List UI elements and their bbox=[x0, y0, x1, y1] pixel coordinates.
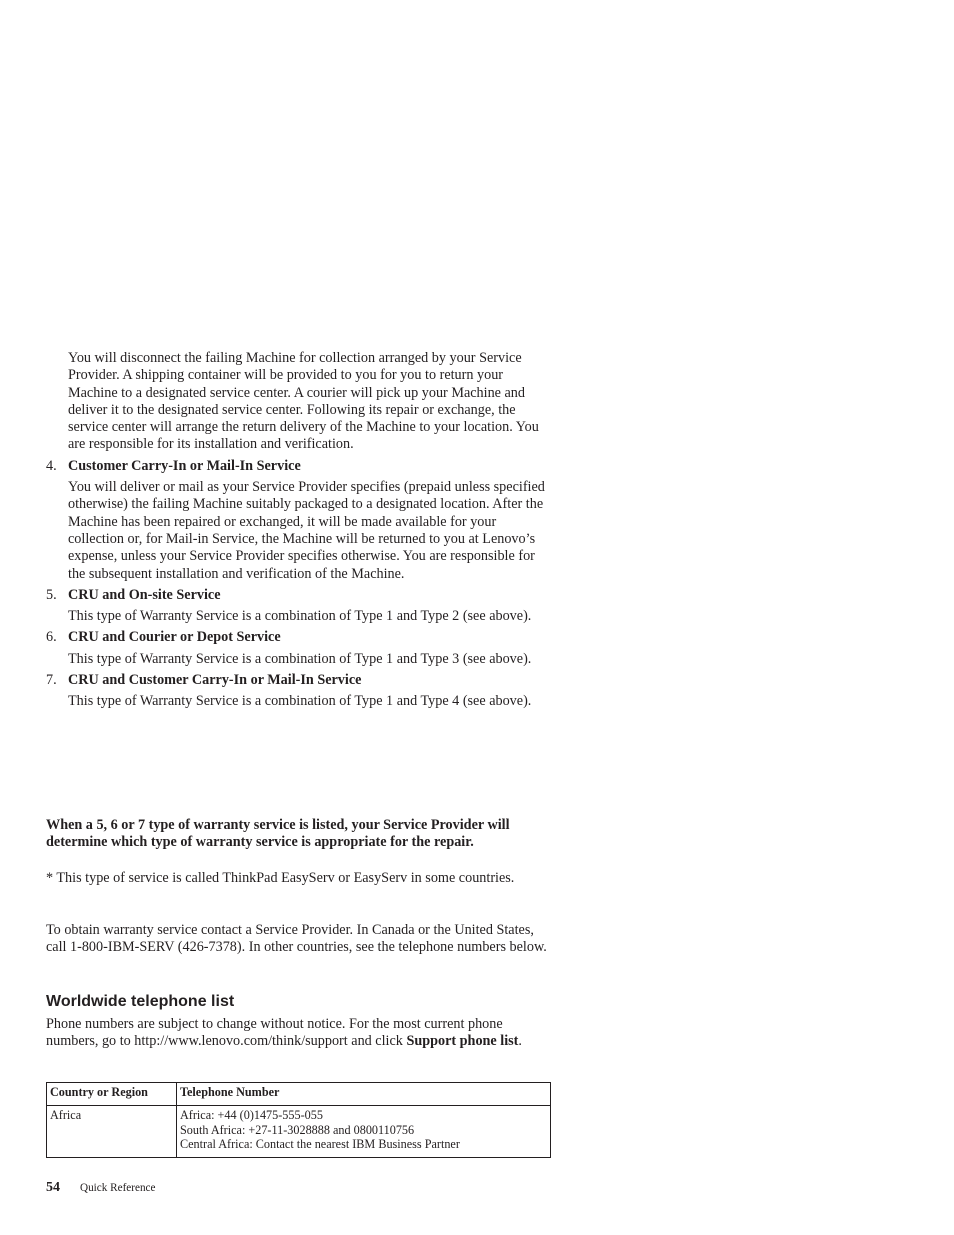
item-title: CRU and Courier or Depot Service bbox=[68, 629, 281, 646]
phone-line: Africa: +44 (0)1475-555-055 bbox=[180, 1107, 323, 1122]
item-body: This type of Warranty Service is a combination of Type 1 and Type 3 (see above). bbox=[68, 650, 532, 667]
list-item-7 bbox=[46, 672, 552, 711]
region-cell: Africa bbox=[47, 1105, 177, 1157]
item-title: CRU and Customer Carry-In or Mail-In Service bbox=[68, 672, 362, 689]
table-header-row bbox=[47, 1083, 551, 1106]
phone-line: South Africa: +27-11-3028888 and 0800110756 bbox=[180, 1122, 415, 1137]
table-row bbox=[47, 1105, 551, 1157]
section-heading: Worldwide telephone list bbox=[46, 993, 235, 1010]
bold-note: When a 5, 6 or 7 type of warranty service is listed, your Service Provider will determine which type of warranty service is appropriate for the repair. bbox=[46, 817, 510, 851]
header-country: Country or Region bbox=[47, 1083, 177, 1106]
list-item-4 bbox=[46, 458, 552, 583]
item-body: You will deliver or mail as your Service Provider specifies (prepaid unless specified otherwise) the failing Machine suitably packaged to a designated location. After the Machine has been repaired or exchanged, it will be made available for your collection or, for Mail-in Service, the Machine will be returned to you at Lenovo’s expense, unless your Service Provider specifies otherwise. You are responsible for the subsequent installation and verification of the Machine. bbox=[68, 479, 545, 582]
telephone-table bbox=[46, 1082, 551, 1158]
intro-paragraph: You will disconnect the failing Machine for collection arranged by your Service Provider. A shipping container will be provided to you for you to return your Machine to a designated service center. A courier will pick up your Machine and deliver it to the designated service center. Following its repair or exchange, the service center will arrange the return delivery of the Machine to your location. You are responsible for its installation and verification. bbox=[68, 350, 539, 453]
item-number: 7. bbox=[46, 672, 57, 689]
item-body: This type of Warranty Service is a combination of Type 1 and Type 4 (see above). bbox=[68, 693, 532, 710]
contact-paragraph: To obtain warranty service contact a Service Provider. In Canada or the United States, call 1-800-IBM-SERV (426-7378). In other countries, see the telephone numbers below. bbox=[46, 922, 547, 956]
phone-intro-text: Phone numbers are subject to change without notice. For the most current phone numbers, go to http://www.lenovo.com/think/support and click bbox=[46, 1016, 503, 1050]
footer-title: Quick Reference bbox=[80, 1182, 156, 1194]
header-telephone: Telephone Number bbox=[177, 1083, 551, 1106]
page-footer bbox=[46, 1179, 155, 1197]
warranty-service-list bbox=[46, 350, 552, 711]
phone-intro-end: . bbox=[518, 1033, 522, 1050]
footnote: * This type of service is called ThinkPad EasyServ or EasyServ in some countries. bbox=[46, 870, 515, 886]
item-number: 4. bbox=[46, 457, 57, 474]
item-title: Customer Carry-In or Mail-In Service bbox=[68, 457, 301, 474]
item-body: This type of Warranty Service is a combination of Type 1 and Type 2 (see above). bbox=[68, 608, 532, 625]
numbers-cell bbox=[177, 1105, 551, 1157]
item-number: 6. bbox=[46, 629, 57, 646]
telephone-table-wrap bbox=[46, 1082, 552, 1158]
page-number: 54 bbox=[46, 1180, 60, 1195]
item-title: CRU and On-site Service bbox=[68, 586, 221, 603]
list-item-5 bbox=[46, 587, 552, 626]
phone-intro bbox=[46, 1016, 552, 1051]
item-number: 5. bbox=[46, 586, 57, 603]
phone-line: Central Africa: Contact the nearest IBM Business Partner bbox=[180, 1137, 460, 1152]
list-item-6 bbox=[46, 629, 552, 668]
support-phone-list-link[interactable]: Support phone list bbox=[406, 1033, 519, 1050]
